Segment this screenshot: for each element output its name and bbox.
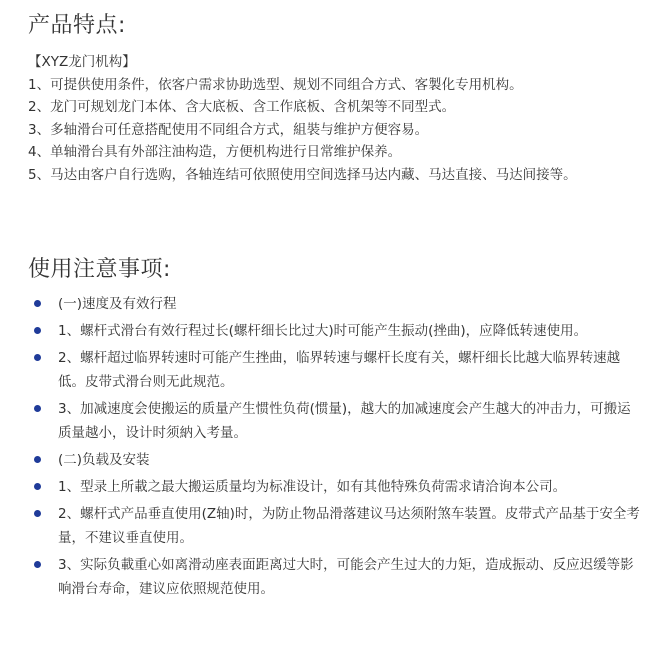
note-text: 3、加减速度会使搬运的质量产生惯性负荷(惯量)，越大的加减速度会产生越大的冲击力，可搬运质量越小，设计时须納入考量。 <box>58 401 631 441</box>
note-text: 3、实际负載重心如离滑动座表面距离过大时，可能会产生过大的力矩，造成振动、反应迟缓等影响滑台寿命，建议应依照规范使用。 <box>58 557 634 597</box>
bullet-icon <box>34 510 41 517</box>
list-item <box>28 502 643 550</box>
bullet-icon <box>34 456 41 463</box>
list-item <box>28 448 643 472</box>
bullet-icon <box>34 405 41 412</box>
note-text: 1、螺杆式滑台有效行程过长(螺杆细长比过大)时可能产生振动(挫曲)，应降低转速使用。 <box>58 323 588 339</box>
list-item <box>28 319 643 343</box>
note-section-heading: (一)速度及有效行程 <box>58 296 177 312</box>
list-item <box>28 397 643 445</box>
list-item <box>28 346 643 394</box>
list-item <box>28 292 643 316</box>
features-list <box>28 51 638 186</box>
feature-item: 2、龙门可规划龙门本体、含大底板、含工作底板、含机架等不同型式。 <box>28 99 456 115</box>
note-text: 1、型录上所載之最大搬运质量均为标准设计，如有其他特殊负荷需求请洽询本公司。 <box>58 479 567 495</box>
feature-item: 3、多轴滑台可任意搭配使用不同组合方式，組裝与维护方便容易。 <box>28 121 429 138</box>
list-item <box>28 553 643 601</box>
feature-item: 4、单轴滑台具有外部注油构造，方便机构进行日常维护保养。 <box>28 144 402 160</box>
note-section-heading: (二)负载及安装 <box>58 452 150 468</box>
bullet-icon <box>34 327 41 334</box>
list-item <box>28 475 643 499</box>
bullet-icon <box>34 354 41 361</box>
bullet-icon <box>34 300 41 307</box>
note-text: 2、螺杆式产品垂直使用(Z轴)时，为防止物品滑落建议马达须附煞车装置。皮带式产品基于安全考量，不建议垂直使用。 <box>58 506 640 546</box>
bullet-icon <box>34 483 41 490</box>
note-text: 2、螺杆超过临界转速时可能产生挫曲，临界转速与螺杆长度有关，螺杆细长比越大临界转速越低。皮带式滑台则无此规范。 <box>58 350 621 390</box>
features-title: 产品特点: <box>28 13 126 38</box>
feature-item: 5、马达由客户自行选购，各轴连结可依照使用空间选择马达内藏、马达直接、马达间接等。 <box>28 166 577 183</box>
notes-title: 使用注意事项: <box>28 257 171 282</box>
feature-item: 1、可提供使用条件，依客户需求协助选型、规划不同组合方式、客製化专用机构。 <box>28 76 523 93</box>
bullet-icon <box>34 561 41 568</box>
notes-list <box>28 292 643 601</box>
features-series-label: 【XYZ龙门机构】 <box>28 54 136 70</box>
